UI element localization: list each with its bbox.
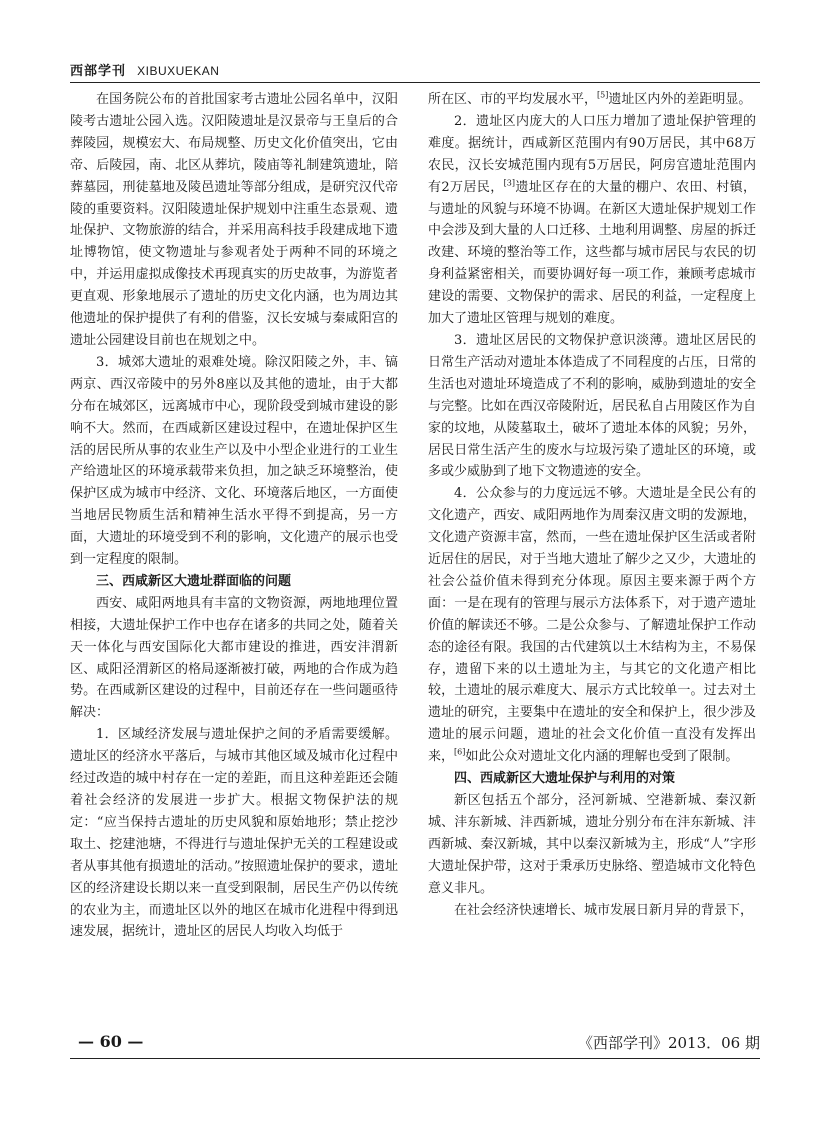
paragraph [70, 352, 398, 571]
text-run: 四、西咸新区大遗址保护与利用的对策 [454, 771, 676, 787]
text-run: 西安、咸阳两地具有丰富的文物资源，两地地理位置相接，大遗址保护工作中也存在诸多的共同之处，随着关天一体化与西安国际化大都市建设的推进，西安沣渭新区、咸阳泾渭新区的格局逐渐被打破，两地的合作成为趋势。在西咸新区建设的过程中，目前还存在一些问题亟待解决： [70, 595, 398, 721]
paragraph [428, 111, 756, 330]
paragraph [70, 593, 398, 724]
footer-rule [70, 1058, 760, 1059]
text-run: 4．公众参与的力度远远不够。大遗址是全民公有的文化遗产，西安、咸阳两地作为周秦汉唐文明的发源地，文化遗产资源丰富，然而，一些在遗址保护区生活或者附近居住的居民，对于当地大遗址了解少之又少，大遗址的社会公益价值未得到充分体现。原因主要来源于两个方面：一是在现有的管理与展示方法体系下，对于遗产遗址价值的解读还不够。二是公众参与、了解遗址保护工作动态的途径有限。我国的古代建筑以土木结构为主，不易保存，遗留下来的以土遗址为主，与其它的文化遗产相比较，土遗址的展示难度大、展示方式比较单一。过去对土遗址的研究，主要集中在遗址的安全和保护上，很少涉及遗址的展示问题，遗址的社会文化价值一直没有发挥出来， [428, 486, 756, 765]
text-run: 如此公众对遗址文化内涵的理解也受到了限制。 [465, 749, 739, 765]
paragraph [428, 483, 756, 768]
citation-ref: [3] [503, 178, 515, 188]
paragraph [70, 724, 398, 943]
text-run: 遗址区内外的差距明显。 [608, 92, 752, 107]
running-footer [70, 1032, 760, 1058]
text-run: 三、西咸新区大遗址群面临的问题 [96, 573, 292, 589]
citation-ref: [6] [454, 747, 466, 757]
left-column [70, 89, 398, 943]
paragraph [428, 330, 756, 483]
paragraph [70, 89, 398, 352]
text-run: 遗址区存在的大量的棚户、农田、村镇，与遗址的风貌与环境不协调。在新区大遗址保护规划工作中会涉及到大量的人口迁移、土地利用调整、房屋的拆迁改建、环境的整治等工作，这些都与城市居民与农民的切身利益紧密相关，而要协调好每一项工作，兼顾考虑城市建设的需要、文物保护的需求、居民的利益，一定程度上加大了遗址区管理与规划的难度。 [428, 179, 756, 327]
paragraph [428, 900, 756, 922]
text-run: 1．区域经济发展与遗址保护之间的矛盾需要缓解。遗址区的经济水平落后，与城市其他区域及城市化过程中经过改造的城中村存在一定的差距，而且这种差距还会随着社会经济的发展进一步扩大。根据文物保护法的规定：“应当保持古遗址的历史风貌和原始地形；禁止挖沙取土、挖建池塘，不得进行与遗址保护无关的工程建设或者从事其他有损遗址的活动。”按照遗址保护的要求，遗址区的经济建设长期以来一直受到限制，居民生产仍以传统的农业为主，而遗址区以外的地区在城市化进程中得到迅速发展，据统计，遗址区的居民人均收入均低于 [70, 727, 398, 940]
paragraph [428, 790, 756, 900]
page-number: — 60 — [78, 1032, 144, 1051]
section-heading [70, 571, 398, 593]
journal-name-pinyin: XIBUXUEKAN [137, 64, 220, 78]
section-heading [428, 768, 756, 790]
text-run: 新区包括五个部分，泾河新城、空港新城、秦汉新城、沣东新城、沣西新城，遗址分别分布在沣东新城、沣西新城、秦汉新城，其中以秦汉新城为主，形成“人”字形大遗址保护带，这对于秉承历史脉络、塑造城市文化特色意义非凡。 [428, 793, 756, 896]
footer-journal-issue: 《西部学刊》2013．06 期 [577, 1034, 760, 1052]
text-run: 所在区、市的平均发展水平， [428, 92, 598, 107]
text-run: 在社会经济快速增长、城市发展日新月异的背景下， [454, 902, 754, 918]
journal-name-chinese: 西部学刊 [70, 64, 127, 79]
header-rule [70, 82, 760, 83]
citation-ref: [5] [597, 90, 609, 100]
text-run: 3．遗址区居民的文物保护意识淡薄。遗址区居民的日常生产活动对遗址本体造成了不同程度的占压，日常的生活也对遗址环境造成了不利的影响，威胁到遗址的安全与完整。比如在西汉帝陵附近，居民私自占用陵区作为自家的坟地，从陵墓取土，破坏了遗址本体的风貌；另外，居民日常生活产生的废水与垃圾污染了遗址区的环境，或多或少威胁到了地下文物遗迹的安全。 [428, 332, 756, 480]
text-run: 3．城郊大遗址的艰难处境。除汉阳陵之外，丰、镐两京、西汉帝陵中的另外8座以及其他的遗址，由于大都分布在城郊区，远离城市中心，现阶段受到城市建设的影响不大。然而，在西咸新区建设过程中，在遗址保护区生活的居民所从事的农业生产以及中小型企业进行的工业生产给遗址区的环境承载带来负担，加之缺乏环境整治，使保护区成为城市中经济、文化、环境落后地区，一方面使当地居民物质生活和精神生活水平得不到提高，另一方面，大遗址的环境受到不利的影响，文化遗产的展示也受到一定程度的限制。 [70, 354, 398, 568]
text-run: 2．遗址区内庞大的人口压力增加了遗址保护管理的难度。据统计，西咸新区范围内有90万居民，其中68万农民，汉长安城范围内现有5万居民，阿房宫遗址范围内有2万居民， [428, 113, 756, 195]
paragraph [428, 89, 756, 111]
text-run: 在国务院公布的首批国家考古遗址公园名单中，汉阳陵考古遗址公园入选。汉阳陵遗址是汉景帝与王皇后的合葬陵园，规模宏大、布局规整、历史文化价值突出，它由帝、后陵园，南、北区从葬坑，陵庙等礼制建筑遗址，陪葬墓园，刑徒墓地及陵邑遗址等部分组成，是研究汉代帝陵的重要资料。汉阳陵遗址保护规划中注重生态景观、遗址保护、文物旅游的结合，并采用高科技手段建成地下遗址博物馆，使文物遗址与参观者处于两种不同的环境之中，并运用虚拟成像技术再现真实的历史故事，为游览者更直观、形象地展示了遗址的历史文化内涵，也为周边其他遗址的保护提供了有利的借鉴，汉长安城与秦咸阳宫的遗址公园建设目前也在规划之中。 [70, 92, 398, 348]
running-header [70, 60, 760, 82]
right-column [428, 89, 756, 921]
